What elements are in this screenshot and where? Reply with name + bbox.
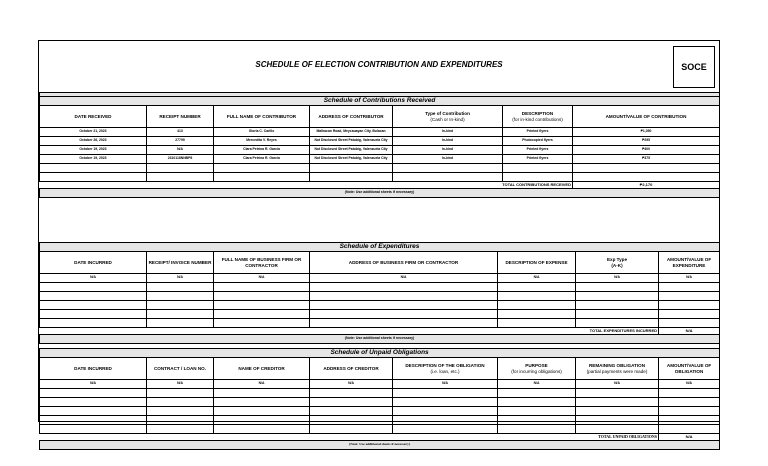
col-contract-loan-no: CONTRACT / LOAN NO.: [147, 358, 214, 380]
expenditures-total-value: N/A: [659, 328, 720, 335]
col-remaining-obligation: [576, 358, 659, 380]
col-contributor-name: FULL NAME OF CONTRIBUTOR: [214, 106, 310, 128]
cell-description: Printed flyers: [503, 155, 573, 164]
col-creditor-address: ADDRESS OF CREDITOR: [310, 358, 393, 380]
blank-row: [40, 407, 720, 416]
cell-remaining: N/A: [576, 380, 659, 389]
col-expense-type-label: Exp Type: [606, 256, 628, 262]
table-row: [40, 380, 720, 389]
cell-receipt: 2310118NNBP8: [147, 155, 214, 164]
expenditures-total-row: [40, 328, 720, 335]
cell-description: N/A: [393, 380, 498, 389]
obligations-section-title: Schedule of Unpaid Obligations: [40, 349, 720, 358]
obligations-note-row: [40, 441, 720, 450]
cell-name: Gloria C. Carillo: [214, 128, 310, 137]
col-obligation-description: [393, 358, 498, 380]
cell-date: October 19, 2023: [40, 155, 147, 164]
blank-row: [40, 301, 720, 310]
col-expense-type-sub: (A-K): [611, 262, 623, 268]
col-date-incurred: DATE INCURRED: [40, 252, 147, 274]
cell-amount: N/A: [659, 380, 720, 389]
contributions-table: [39, 92, 720, 198]
col-date-received: DATE RECEIVED: [40, 106, 147, 128]
col-obligation-date: DATE INCURRED: [40, 358, 147, 380]
cell-creditor: N/A: [214, 380, 310, 389]
cell-type: In-kind: [393, 128, 503, 137]
col-invoice-number: RECEIPT/ INVOICE NUMBER: [147, 252, 214, 274]
expenditures-note-row: [40, 335, 720, 344]
contributions-note-row: [40, 189, 720, 198]
col-expense-type: [576, 252, 659, 274]
table-row: [40, 274, 720, 283]
blank-row: [40, 416, 720, 425]
table-row: [40, 128, 720, 137]
cell-date: October 26, 2023: [40, 137, 147, 146]
obligations-section-header: [40, 349, 720, 358]
col-purpose-label: PURPOSE: [525, 362, 548, 368]
col-contribution-type-label: Type of Contribution: [425, 110, 470, 116]
expenditures-section-header: [40, 243, 720, 252]
cell-description: Photocopied flyers: [503, 137, 573, 146]
cell-receipt: N/A: [147, 274, 214, 283]
expenditures-section-title: Schedule of Expenditures: [40, 243, 720, 252]
col-purpose: [498, 358, 576, 380]
col-creditor-name: NAME OF CREDITOR: [214, 358, 310, 380]
col-contractor-address: ADDRESS OF BUSINESS FIRM OR CONTRACTOR: [310, 252, 498, 274]
cell-name: Clara Petrina R. Garcia: [214, 146, 310, 155]
col-contributor-address: ADDRESS OF CONTRIBUTOR: [310, 106, 393, 128]
col-expenditure-amount: AMOUNT/VALUE OF EXPENDITURE: [659, 252, 720, 274]
cell-contract: N/A: [147, 380, 214, 389]
col-expense-description: DESCRIPTION OF EXPENSE: [498, 252, 576, 274]
obligations-note: (Note: Use additional sheets if necessary): [40, 441, 720, 450]
cell-date: October 19, 2023: [40, 146, 147, 155]
contributions-note: (Note: Use additional sheets if necessary): [40, 189, 720, 198]
table-row: [40, 146, 720, 155]
expenditures-note: (Note: Use additional sheets if necessary): [40, 335, 720, 344]
cell-type: In-kind: [393, 146, 503, 155]
expenditures-column-headers: [40, 252, 720, 274]
col-description-sub: (for in-kind contributions): [512, 116, 563, 122]
blank-row: [40, 398, 720, 407]
cell-description: N/A: [498, 274, 576, 283]
col-obligation-description-sub: (i.e. loan, etc.): [430, 368, 460, 374]
table-row: [40, 155, 720, 164]
col-obligation-amount: AMOUNT/VALUE OF OBLIGATION: [659, 358, 720, 380]
cell-receipt: N/A: [147, 146, 214, 155]
obligations-table: [39, 348, 720, 450]
cell-amount: ₱1,050: [573, 128, 720, 137]
expenditures-total-label: TOTAL EXPENDITURES INCURRED: [589, 328, 657, 333]
cell-amount: ₱295: [573, 137, 720, 146]
cell-address: Malhacan Road, Meycauayan City, Bulacan: [310, 128, 393, 137]
cell-purpose: N/A: [498, 380, 576, 389]
blank-row: [40, 319, 720, 328]
blank-row: [40, 389, 720, 398]
form-title: SCHEDULE OF ELECTION CONTRIBUTION AND EXPENDITURES: [255, 60, 503, 69]
contributions-section-title: Schedule of Contributions Received: [40, 97, 720, 106]
col-remaining-obligation-sub: (partial payments were made): [586, 368, 648, 374]
contributions-column-headers: [40, 106, 720, 128]
col-purpose-sub: (for incurring obligations): [511, 368, 562, 374]
cell-address: N/A: [310, 274, 498, 283]
cell-type: In-kind: [393, 137, 503, 146]
cell-date: N/A: [40, 380, 147, 389]
contributions-total-row: [40, 182, 720, 189]
form-title-bar: [39, 41, 719, 93]
cell-receipt: 413: [147, 128, 214, 137]
expenditures-table: [39, 242, 720, 344]
cell-name: Mercedita V. Reyes: [214, 137, 310, 146]
cell-date: N/A: [40, 274, 147, 283]
blank-row: [40, 292, 720, 301]
cell-amount: N/A: [659, 274, 720, 283]
contributions-total-label: TOTAL CONTRIBUTIONS RECEIVED: [502, 182, 571, 187]
cell-address: Not Disclosed Street Patubig, Valenzuela City: [310, 155, 393, 164]
cell-address: N/A: [310, 380, 393, 389]
cell-address: Not Disclosed Street Patubig, Valenzuela City: [310, 137, 393, 146]
contributions-section-header: [40, 97, 720, 106]
obligations-total-label: TOTAL UNPAID OBLIGATIONS: [598, 434, 657, 439]
blank-row: [40, 310, 720, 319]
blank-row: [40, 425, 720, 434]
obligations-total-row: [40, 434, 720, 441]
cell-address: Not Disclosed Street Patubig, Valenzuela City: [310, 146, 393, 155]
col-contribution-type: [393, 106, 503, 128]
cell-date: October 21, 2023: [40, 128, 147, 137]
blank-row: [40, 283, 720, 292]
cell-description: Printed flyers: [503, 128, 573, 137]
cell-type: In-kind: [393, 155, 503, 164]
col-description: [503, 106, 573, 128]
cell-name: Clara Petrina R. Garcia: [214, 155, 310, 164]
col-contractor-name: FULL NAME OF BUSINESS FIRM OR CONTRACTOR: [214, 252, 310, 274]
col-description-label: DESCRIPTION: [521, 110, 554, 116]
contributions-total-value: ₱2,170: [573, 182, 720, 189]
cell-receipt: 27799: [147, 137, 214, 146]
col-contribution-amount: AMOUNT/VALUE OF CONTRIBUTION: [573, 106, 720, 128]
obligations-total-value: N/A: [659, 434, 720, 441]
cell-description: Printed flyers: [503, 146, 573, 155]
cell-type: N/A: [576, 274, 659, 283]
col-receipt-number: RECEIPT NUMBER: [147, 106, 214, 128]
col-contribution-type-sub: (Cash or In-kind): [430, 116, 465, 122]
col-remaining-obligation-label: REMAINING OBLIGATION: [588, 362, 646, 368]
col-obligation-description-label: DESCRIPTION OF THE OBLIGATION: [405, 362, 485, 368]
blank-row: [40, 164, 720, 173]
cell-amount: ₱400: [573, 146, 720, 155]
soce-form: [38, 40, 720, 447]
obligations-column-headers: [40, 358, 720, 380]
cell-amount: ₱375: [573, 155, 720, 164]
soce-badge: SOCE: [673, 46, 715, 88]
cell-name: N/A: [214, 274, 310, 283]
blank-row: [40, 173, 720, 182]
table-row: [40, 137, 720, 146]
